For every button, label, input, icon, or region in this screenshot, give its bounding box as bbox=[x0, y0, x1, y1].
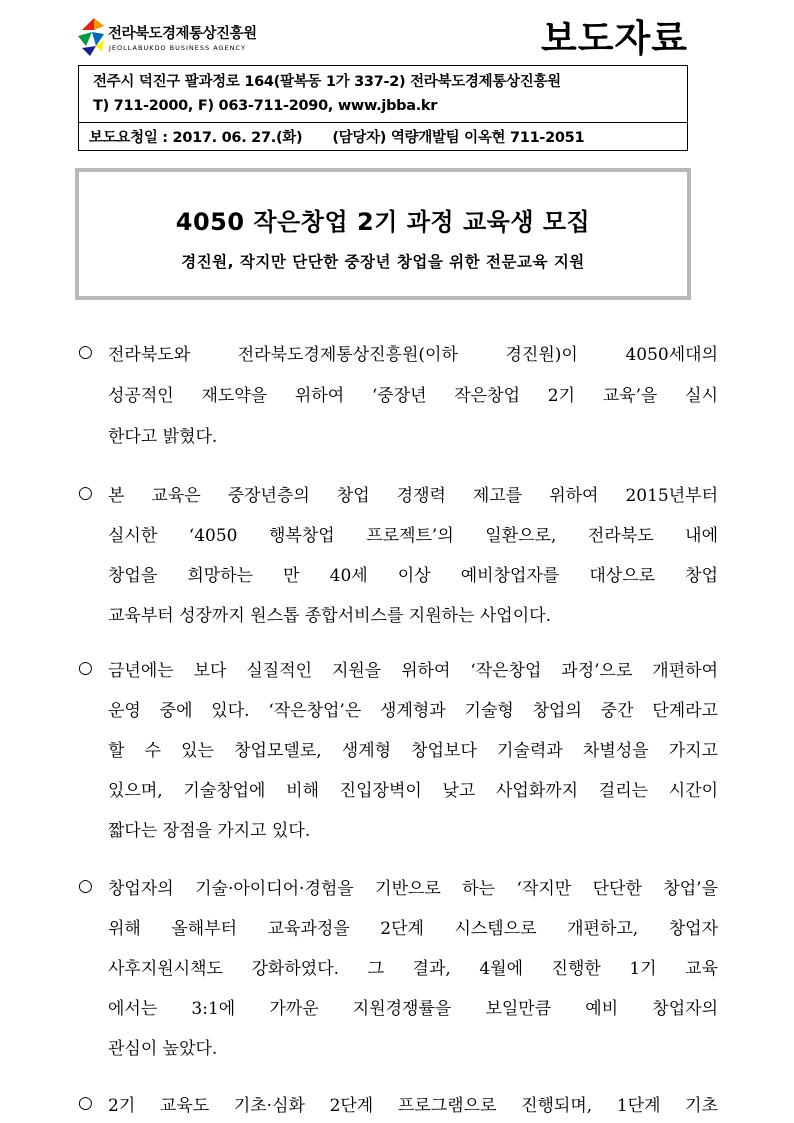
paragraph-line: 한다고 밝혔다. bbox=[108, 427, 218, 447]
paragraph-line: 실시한 ‘4050 행복창업 프로젝트’의 일환으로, 전라북도 내에 bbox=[108, 526, 718, 546]
bullet-circle-icon: ○ bbox=[78, 658, 93, 678]
bullet-circle-icon: ○ bbox=[78, 876, 93, 896]
bullet-circle-icon: ○ bbox=[78, 342, 93, 362]
address-line: 전주시 덕진구 팔과정로 164(팔복동 1가 337-2) 전라북도경제통상진흥원 bbox=[93, 74, 561, 90]
paragraph-line: 성공적인 재도약을 위하여 ‘중장년 작은창업 2기 교육’을 실시 bbox=[108, 386, 718, 406]
paragraph-line: 관심이 높았다. bbox=[108, 1039, 218, 1059]
paragraph-line: 2기 교육도 기초·심화 2단계 프로그램으로 진행되며, 1단계 기초 bbox=[108, 1096, 718, 1116]
paragraph-line: 있으며, 기술창업에 비해 진입장벽이 낮고 사업화까지 걸리는 시간이 bbox=[108, 781, 718, 801]
paragraph-line: 창업자의 기술·아이디어·경험을 기반으로 하는 ‘작지만 단단한 창업’을 bbox=[108, 879, 718, 899]
org-logo-mark-icon bbox=[76, 16, 106, 56]
bullet-circle-icon: ○ bbox=[78, 483, 93, 503]
paragraph-line: 금년에는 보다 실질적인 지원을 위하여 ‘작은창업 과정’으로 개편하여 bbox=[108, 661, 718, 681]
paragraph-line: 에서는 3:1에 가까운 지원경쟁률을 보일만큼 예비 창업자의 bbox=[108, 999, 718, 1019]
doc-type-heading: 보도자료 bbox=[541, 17, 688, 60]
org-logo bbox=[76, 14, 276, 62]
title-box bbox=[75, 168, 691, 300]
paragraph-line: 전라북도와 전라북도경제통상진흥원(이하 경진원)이 4050세대의 bbox=[108, 345, 718, 365]
paragraph-line: 교육부터 성장까지 원스톱 종합서비스를 지원하는 사업이다. bbox=[108, 606, 551, 626]
paragraph-line: 본 교육은 중장년층의 창업 경쟁력 제고를 위하여 2015년부터 bbox=[108, 486, 718, 506]
paragraph-line: 운영 중에 있다. ‘작은창업’은 생계형과 기술형 창업의 중간 단계라고 bbox=[108, 701, 718, 721]
request-line bbox=[89, 126, 584, 147]
bullet-circle-icon: ○ bbox=[78, 1093, 93, 1113]
paragraph-line: 할 수 있는 창업모델로, 생계형 창업보다 기술력과 차별성을 가지고 bbox=[108, 741, 718, 761]
info-box bbox=[78, 65, 688, 151]
paragraph-line: 창업을 희망하는 만 40세 이상 예비창업자를 대상으로 창업 bbox=[108, 566, 718, 586]
info-divider bbox=[79, 122, 687, 123]
paragraph-line: 사후지원시책도 강화하였다. 그 결과, 4월에 진행한 1기 교육 bbox=[108, 959, 718, 979]
contact-numbers-line: T) 711-2000, F) 063-711-2090, www.jbba.kr bbox=[93, 98, 438, 114]
page-subtitle: 경진원, 작지만 단단한 중장년 창업을 위한 전문교육 지원 bbox=[181, 253, 585, 271]
paragraph-line: 짧다는 장점을 가지고 있다. bbox=[108, 821, 311, 841]
contact-person: (담당자) 역량개발팀 이옥현 711-2051 bbox=[332, 130, 585, 146]
page-title: 4050 작은창업 2기 과정 교육생 모집 bbox=[175, 208, 591, 236]
paragraph-line: 위해 올해부터 교육과정을 2단계 시스템으로 개편하고, 창업자 bbox=[108, 919, 718, 939]
org-english-name: JEOLLABUKDO BUSINESS AGENCY bbox=[109, 44, 246, 52]
request-date: 보도요청일 : 2017. 06. 27.(화) bbox=[89, 130, 303, 146]
org-name: 전라북도경제통상진흥원 bbox=[108, 26, 257, 42]
